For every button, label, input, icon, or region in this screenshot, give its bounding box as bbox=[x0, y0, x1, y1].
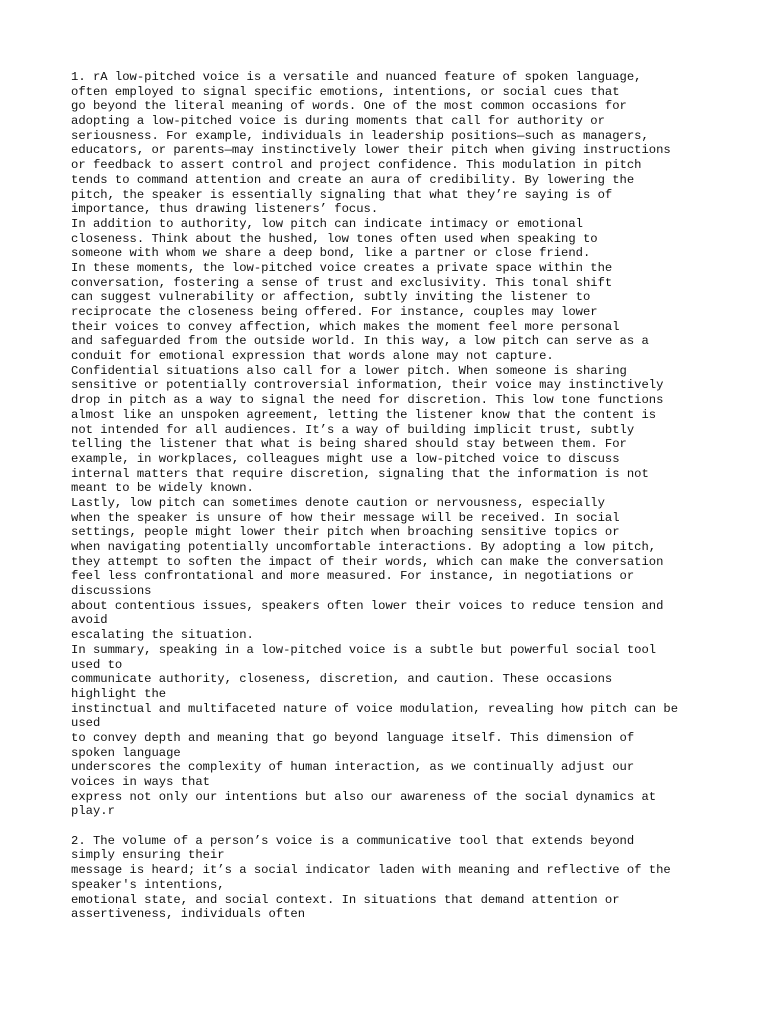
text-line: communicate authority, closeness, discretion, and caution. These occasions bbox=[71, 672, 613, 687]
text-line: speaker's intentions, bbox=[71, 877, 225, 892]
text-line: express not only our intentions but also our awareness of the social dynamics at bbox=[71, 789, 657, 804]
text-line: meant to be widely known. bbox=[71, 481, 254, 496]
text-line: used to bbox=[71, 657, 123, 672]
text-line: conduit for emotional expression that words alone may not capture. bbox=[71, 349, 554, 364]
text-line: closeness. Think about the hushed, low tones often used when speaking to bbox=[71, 231, 598, 246]
text-line: telling the listener that what is being shared should stay between them. For bbox=[71, 437, 627, 452]
text-line: escalating the situation. bbox=[71, 628, 254, 643]
text-line: pitch, the speaker is essentially signaling that what they’re saying is of bbox=[71, 187, 613, 202]
text-line: to convey depth and meaning that go beyond language itself. This dimension of bbox=[71, 730, 635, 745]
text-line: message is heard; it’s a social indicator laden with meaning and reflective of the bbox=[71, 863, 671, 878]
text-line: when the speaker is unsure of how their message will be received. In social bbox=[71, 510, 620, 525]
text-line: In summary, speaking in a low-pitched voice is a subtle but powerful social tool bbox=[71, 642, 657, 657]
text-line: Lastly, low pitch can sometimes denote caution or nervousness, especially bbox=[71, 495, 605, 510]
text-line: someone with whom we share a deep bond, like a partner or close friend. bbox=[71, 246, 591, 261]
text-line: settings, people might lower their pitch when broaching sensitive topics or bbox=[71, 525, 620, 540]
text-line: adopting a low-pitched voice is during moments that call for authority or bbox=[71, 114, 605, 129]
text-line: and safeguarded from the outside world. In this way, a low pitch can serve as a bbox=[71, 334, 649, 349]
text-line: when navigating potentially uncomfortable interactions. By adopting a low pitch, bbox=[71, 540, 657, 554]
text-line: or feedback to assert control and project confidence. This modulation in pitch bbox=[71, 158, 642, 173]
text-line: example, in workplaces, colleagues might use a low-pitched voice to discuss bbox=[71, 451, 620, 466]
text-line: not intended for all audiences. It’s a way of building implicit trust, subtly bbox=[71, 422, 635, 437]
text-line: often employed to signal specific emotions, intentions, or social cues that bbox=[71, 84, 620, 99]
text-line: sensitive or potentially controversial information, their voice may instinctively bbox=[71, 378, 664, 393]
text-line: feel less confrontational and more measured. For instance, in negotiations or bbox=[71, 569, 635, 584]
text-line: internal matters that require discretion, signaling that the information is not bbox=[71, 466, 649, 481]
text-line: conversation, fostering a sense of trust and exclusivity. This tonal shift bbox=[71, 275, 613, 290]
text-line: underscores the complexity of human interaction, as we continually adjust our bbox=[71, 760, 635, 775]
text-line: almost like an unspoken agreement, letting the listener know that the content is bbox=[71, 407, 657, 422]
text-line: assertiveness, individuals often bbox=[71, 907, 306, 922]
text-line: 2. The volume of a person’s voice is a communicative tool that extends beyond bbox=[71, 833, 635, 848]
text-line: importance, thus drawing listeners’ focus. bbox=[71, 202, 379, 217]
text-line: simply ensuring their bbox=[71, 848, 225, 863]
text-line bbox=[71, 819, 711, 834]
text-line: avoid bbox=[71, 613, 108, 628]
text-line: 1. rA low-pitched voice is a versatile and nuanced feature of spoken language, bbox=[71, 70, 642, 84]
text-line: drop in pitch as a way to signal the need for discretion. This low tone functions bbox=[71, 393, 664, 408]
text-line: In addition to authority, low pitch can indicate intimacy or emotional bbox=[71, 216, 583, 231]
text-line: spoken language bbox=[71, 745, 181, 760]
text-line: reciprocate the closeness being offered. For instance, couples may lower bbox=[71, 305, 598, 319]
text-line: discussions bbox=[71, 584, 152, 599]
text-line: seriousness. For example, individuals in leadership positions—such as managers, bbox=[71, 128, 649, 143]
text-line: voices in ways that bbox=[71, 775, 210, 789]
text-line: educators, or parents—may instinctively lower their pitch when giving instructions bbox=[71, 143, 671, 158]
document-body bbox=[71, 70, 711, 922]
text-line: In these moments, the low-pitched voice creates a private space within the bbox=[71, 260, 613, 275]
document-page bbox=[71, 70, 711, 922]
text-line: instinctual and multifaceted nature of voice modulation, revealing how pitch can be bbox=[71, 701, 679, 716]
text-line: go beyond the literal meaning of words. One of the most common occasions for bbox=[71, 99, 627, 114]
text-line: about contentious issues, speakers often lower their voices to reduce tension and bbox=[71, 598, 664, 613]
text-line: Confidential situations also call for a lower pitch. When someone is sharing bbox=[71, 363, 627, 378]
text-line: tends to command attention and create an aura of credibility. By lowering the bbox=[71, 172, 635, 187]
text-line: play.r bbox=[71, 804, 115, 819]
text-line: emotional state, and social context. In situations that demand attention or bbox=[71, 892, 620, 907]
text-line: they attempt to soften the impact of their words, which can make the conversation bbox=[71, 554, 664, 569]
text-line: can suggest vulnerability or affection, subtly inviting the listener to bbox=[71, 290, 591, 305]
text-line: highlight the bbox=[71, 686, 167, 701]
text-line: used bbox=[71, 716, 101, 731]
text-line: their voices to convey affection, which makes the moment feel more personal bbox=[71, 319, 620, 334]
